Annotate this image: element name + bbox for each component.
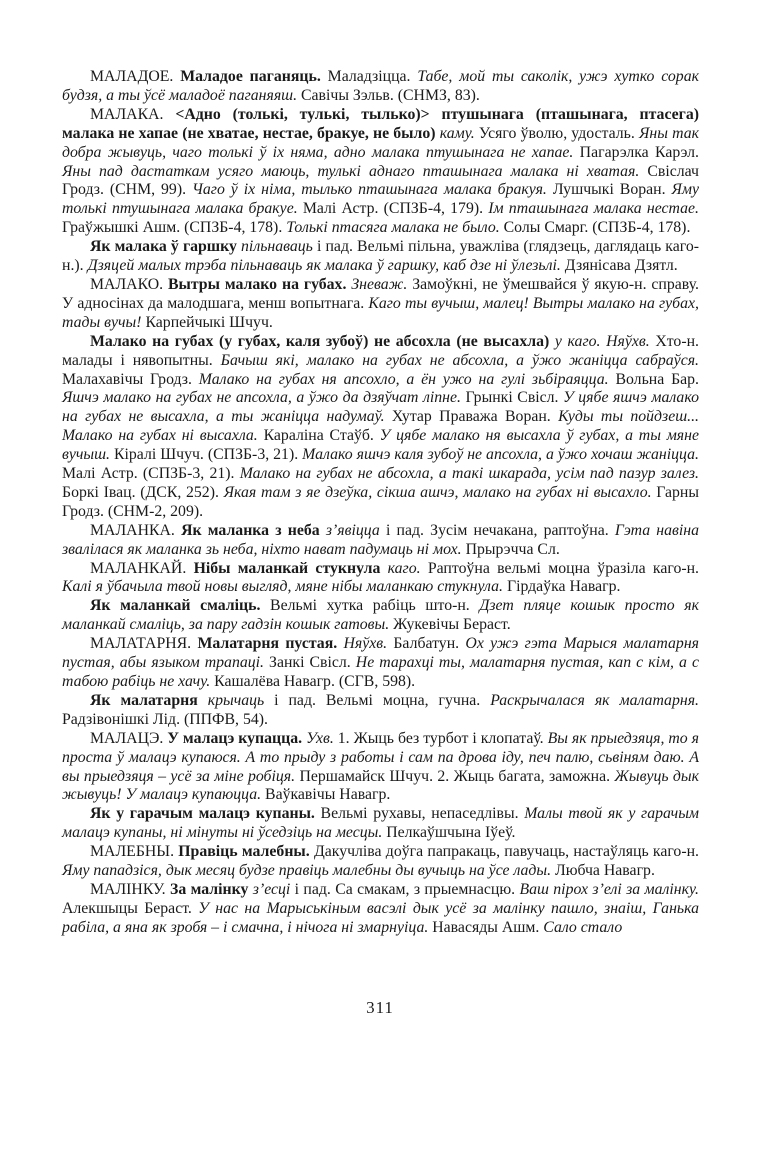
text-run: МАЛІНКУ. [90, 880, 170, 898]
text-run: Яны так добра жывуць, чаго толькі ў іх няма, адно малака птушынага не хапае. [62, 124, 699, 161]
text-run: Караліна Стаўб. [263, 427, 380, 445]
text-run: МАЛАНКАЙ. [90, 559, 194, 577]
text-run: Зневаж. [351, 275, 413, 293]
text-run: і пад. Са смакам, з прыемнасцю. [294, 880, 520, 898]
text-run: Куды ты пойдзеш... Малако на губах ні высахла. [62, 408, 699, 445]
text-run: Савічы Зэльв. (СНМЗ, 83). [301, 86, 480, 104]
text-run: Як малатарня [90, 691, 208, 709]
text-run: Боркі Івац. (ДСК, 252). [62, 483, 224, 501]
text-run: Прырэчча Сл. [465, 540, 560, 558]
text-run: Малы твой як у гарачым малацэ купаны, ні мінуты ні ўседзіць на месцы. [62, 805, 699, 842]
text-run: У малацэ купацца. [167, 729, 307, 747]
text-run: Дакучліва доўга папракаць, павучаць, настаўляць каго-н. [313, 843, 699, 861]
entry-paragraph [62, 276, 699, 333]
text-run: <Адно (толькі, тулькі, тылько)> птушынага (пташынага, птасега) малака не хапае (не хватае, нестае, бракуе, не было) [62, 105, 699, 142]
text-run: Яму толькі птушынага малака бракуе. [62, 181, 700, 218]
text-run: Гарны Гродз. (СНМ-2, 209). [62, 483, 699, 520]
text-run: Няўхв. [343, 635, 394, 653]
text-run: Ім пташынага малака нестае. [488, 200, 699, 218]
text-run: Яшчэ малако на губах не апсохла, а ўжо да дзяўчат ліпне. [62, 389, 466, 407]
text-run: Вы як прыедзяця, то я проста ў малацэ купаюся. А то прыду з работы і сам па дрова іду, печ палю, сьвіням даю. А вы прыедзяця – усё за міне робіця. [62, 729, 700, 785]
text-run: Гірдаўка Навагр. [506, 578, 621, 596]
text-run: Бачыш які, малако на губах не абсохла, а ўжо жаніцца сабраўся. [220, 351, 699, 369]
text-run: Кіралі Шчуч. (СПЗБ-3, 21). [113, 446, 303, 464]
text-run: Солы Смарг. (СПЗБ-4, 178). [503, 219, 691, 237]
text-run: Алекшыцы Бераст. [62, 899, 199, 917]
text-run: каму. [439, 124, 479, 142]
text-run: Жукевічы Бераст. [393, 616, 511, 634]
text-run: У цябе яшчэ малако на губах не высахла, а ты жаніцца надумаў. [62, 389, 700, 426]
text-run: каго. [387, 559, 428, 577]
text-run: Малако яшчэ каля зубоў не апсохла, а ўжо хочаш жаніцца. [302, 446, 699, 464]
text-run: 1. Жыць без турбот і клопатаў. [337, 729, 548, 747]
text-run: МАЛАДОЕ. [90, 68, 181, 85]
text-run: Першамайск Шчуч. 2. Жыць багата, заможна. [299, 767, 615, 785]
text-run: Навасяды Ашм. [432, 918, 544, 936]
text-run: Малако на губах ня апсохло, а ён ужо на гулі зьбіраяцца. [198, 370, 616, 388]
page-number: 311 [366, 998, 394, 1017]
text-run: Кашалёва Навагр. (СГВ, 598). [214, 673, 416, 690]
entry-paragraph [62, 333, 699, 522]
text-run: Лушчыкі Воран. [552, 181, 672, 199]
text-run: За малінку [169, 880, 253, 898]
text-run: з’явіцца [325, 521, 386, 539]
text-run: Якая там з яе дзеўка, сікша ашчэ, малако на губах ні высахло. [223, 483, 657, 501]
text-run: Як маланка з неба [181, 521, 326, 539]
text-run: крычаць [207, 691, 275, 709]
text-run: МАЛЕБНЫ. [90, 843, 179, 861]
text-run: Балбатун. [393, 635, 466, 653]
text-run: У цябе малако ня высахла ў губах, а ты мяне вучыш. [62, 427, 699, 464]
entry-paragraph [62, 843, 699, 881]
text-run: і пад. Вельмі моцна, гучна. [274, 691, 491, 709]
text-run: з’есці [252, 880, 295, 898]
text-run: Яны пад дастаткам усяго маюць, тулькі аднаго пташынага малака ні хватая. [62, 162, 648, 180]
text-run: Малі Астр. (СПЗБ-4, 179). [302, 200, 489, 218]
text-run: Усяго ўволю, удосталь. [478, 124, 640, 142]
text-run: МАЛАНКА. [90, 521, 182, 539]
text-run: Грынкі Свісл. [465, 389, 564, 407]
text-run: Пелкаўшчына Іўеў. [386, 824, 516, 842]
text-run: Хто-н. малады і нявопытны. [62, 332, 699, 369]
text-run: Ухв. [306, 729, 338, 747]
text-run: Вельмі хутка рабіць што-н. [270, 597, 480, 615]
entry-paragraph [62, 635, 699, 692]
entry-paragraph [62, 692, 699, 730]
text-run: Нібы маланкай стукнула [193, 559, 388, 577]
text-run: Маладое паганяць. [180, 68, 328, 85]
text-run: МАЛАКА. [90, 105, 176, 123]
entry-paragraph [62, 238, 699, 276]
text-run: Як малака ў гаршку [90, 238, 242, 256]
entry-paragraph [62, 68, 699, 106]
text-run: і пад. Зусім нечакана, раптоўна. [385, 521, 615, 539]
text-run: Вытры малако на губах. [167, 275, 352, 293]
text-run: Малатарня пустая. [197, 635, 344, 653]
text-run: МАЛАЦЭ. [90, 729, 168, 747]
text-run: Раптоўна вельмі моцна ўразіла каго-н. [427, 559, 699, 577]
entry-paragraph [62, 730, 699, 806]
text-run: Як у гарачым малацэ купаны. [90, 805, 321, 823]
text-run: Свіслач Гродз. (СНМ, 99). [62, 162, 699, 199]
text-run: Ох ужэ гэта Марыся малатарня пустая, абы языком трапаці. [62, 635, 700, 672]
text-run: Жывуць дык жывуць! У малацэ купаюцца. [62, 767, 699, 804]
text-run: У нас на Марыськіным васэлі дык усё за малінку пашло, знаіш, Ганька рабіла, а яна як зробя – і смачна, і нічога ні змарнуіца. [62, 899, 700, 936]
text-run: Табе, мой ты саколік, ужэ хутко сорак будзя, а ты ўсё маладоё паганяяш. [62, 68, 699, 104]
text-run: Каго ты вучыш, малец! Вытры малако на губах, тады вучы! [62, 294, 699, 331]
text-run: Малако на губах (у губах, каля зубоў) не абсохла (не высахла) [90, 332, 555, 350]
text-run: Вельмі рухавы, непаседлівы. [320, 805, 525, 823]
text-run: Калі я ўбачыла твой новы выгляд, мяне нібы маланкаю стукнула. [62, 578, 507, 596]
text-run: Хутар Праважа Воран. [391, 408, 559, 426]
text-run: Граўжышкі Ашм. (СПЗБ-4, 178). [62, 219, 287, 237]
text-run: і пад. Вельмі пільна, уважліва (глядзець, даглядаць каго-н.). [62, 238, 699, 275]
text-run: МАЛАКО. [90, 275, 168, 293]
text-run: Малі Астр. (СПЗБ-3, 21). [62, 465, 240, 483]
text-run: Пагарэлка Карэл. [579, 143, 699, 161]
text-run: Гэта навіна звалілася як маланка зь неба, ніхто нават падумаць ні мох. [62, 521, 699, 558]
text-run: Раскрычалася як малатарня. [490, 691, 699, 709]
text-run: Сало стало [543, 918, 623, 936]
text-run: Ваўкавічы Навагр. [265, 786, 391, 804]
text-run: Замоўкні, не ўмешвайся ў якую-н. справу. У адносінах да малодшага, менш вопытнага. [62, 275, 699, 312]
text-run: Дзет пляце кошык просто як маланкай смаліць, за пару гадзін кошык гатовы. [62, 597, 699, 634]
dictionary-text-block [62, 68, 699, 938]
entry-paragraph [62, 597, 699, 635]
text-run: Радзівонішкі Лід. (ППФВ, 54). [62, 710, 268, 728]
text-run: Занкі Свісл. [269, 654, 356, 672]
text-run: Не тарахці ты, малатарня пустая, кап с кім, а с табою рабіць не хачу. [62, 654, 699, 690]
text-run: Як маланкай смаліць. [90, 597, 271, 615]
text-run: Малахавічы Гродз. [62, 370, 199, 388]
entry-paragraph [62, 522, 699, 560]
text-run: Карпейчыкі Шчуч. [145, 313, 273, 331]
entry-paragraph [62, 106, 699, 238]
text-run: Толькі птасяга малака не было. [286, 219, 504, 237]
text-run: Дзянісава Дзятл. [564, 257, 678, 275]
text-run: у каго. Няўхв. [554, 332, 656, 350]
text-run: пільнаваць [241, 238, 317, 256]
text-run: Вольна Бар. [615, 370, 700, 388]
text-run: Яму пападзіся, дык месяц будзе правіць малебны ды вучыць на ўсе лады. [62, 862, 556, 880]
entry-paragraph [62, 560, 699, 598]
entry-paragraph [62, 881, 699, 938]
text-run: Маладзіцца. [327, 68, 418, 85]
text-run: Чаго ў іх німа, тылько пташынага малака бракуя. [192, 181, 553, 199]
text-run: Дзяцей малых трэба пільнаваць як малака ў гаршку, каб дзе ні ўлезьлі. [87, 257, 565, 275]
text-run: Правіць малебны. [178, 843, 314, 861]
text-run: МАЛАТАРНЯ. [90, 635, 198, 653]
text-run: Ваш пірох з’елі за малінку. [519, 880, 699, 898]
entry-paragraph [62, 805, 699, 843]
text-run: Малако на губах не абсохла, а такі шкарада, усім пад пазур залез. [239, 465, 699, 483]
text-run: Любча Навагр. [555, 862, 655, 880]
